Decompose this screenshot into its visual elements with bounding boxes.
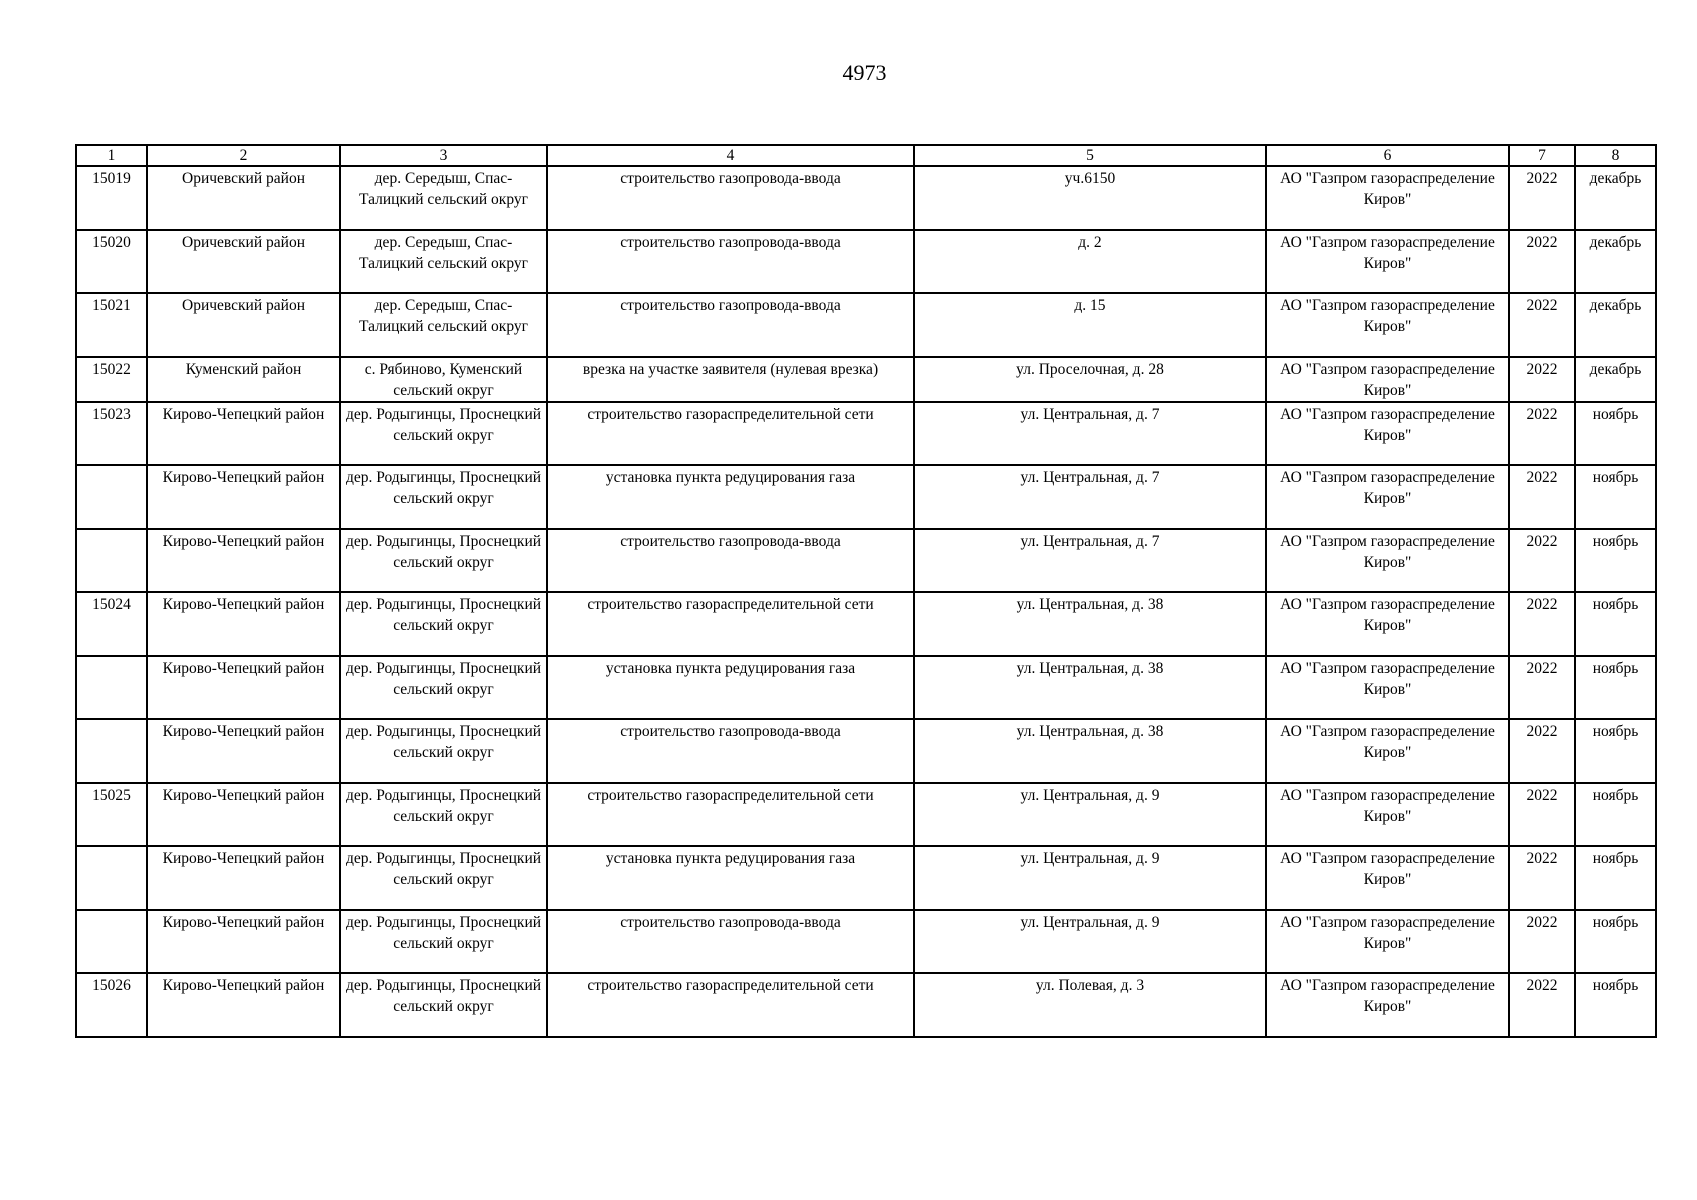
cell-work-type: строительство газораспределительной сети	[547, 973, 914, 1037]
cell-organization: АО "Газпром газораспределение Киров"	[1266, 402, 1509, 466]
cell-address: ул. Центральная, д. 9	[914, 910, 1266, 974]
cell-month: декабрь	[1575, 166, 1656, 230]
cell-district: Кирово-Чепецкий район	[147, 719, 340, 783]
table-row	[76, 230, 1656, 294]
cell-address: ул. Центральная, д. 38	[914, 592, 1266, 656]
cell-organization: АО "Газпром газораспределение Киров"	[1266, 973, 1509, 1037]
cell-number: 15023	[76, 402, 147, 466]
cell-district: Кирово-Чепецкий район	[147, 465, 340, 529]
cell-organization: АО "Газпром газораспределение Киров"	[1266, 719, 1509, 783]
table-body	[76, 166, 1656, 1037]
column-header: 1	[76, 145, 147, 166]
cell-number: 15019	[76, 166, 147, 230]
cell-work-type: строительство газопровода-ввода	[547, 529, 914, 593]
cell-month: ноябрь	[1575, 846, 1656, 910]
cell-work-type: строительство газопровода-ввода	[547, 910, 914, 974]
cell-organization: АО "Газпром газораспределение Киров"	[1266, 357, 1509, 402]
cell-organization: АО "Газпром газораспределение Киров"	[1266, 166, 1509, 230]
table-row	[76, 529, 1656, 593]
cell-organization: АО "Газпром газораспределение Киров"	[1266, 230, 1509, 294]
table-row	[76, 910, 1656, 974]
cell-month: ноябрь	[1575, 656, 1656, 720]
table-header-row	[76, 145, 1656, 166]
cell-year: 2022	[1509, 910, 1575, 974]
table-row	[76, 973, 1656, 1037]
cell-district: Кирово-Чепецкий район	[147, 910, 340, 974]
cell-work-type: установка пункта редуцирования газа	[547, 846, 914, 910]
cell-address: ул. Центральная, д. 7	[914, 465, 1266, 529]
cell-year: 2022	[1509, 783, 1575, 847]
cell-number	[76, 465, 147, 529]
cell-work-type: строительство газораспределительной сети	[547, 783, 914, 847]
cell-work-type: установка пункта редуцирования газа	[547, 656, 914, 720]
cell-address: ул. Проселочная, д. 28	[914, 357, 1266, 402]
cell-year: 2022	[1509, 357, 1575, 402]
cell-district: Кирово-Чепецкий район	[147, 529, 340, 593]
registry-table	[75, 144, 1657, 1038]
cell-year: 2022	[1509, 402, 1575, 466]
cell-district: Кирово-Чепецкий район	[147, 973, 340, 1037]
cell-number: 15022	[76, 357, 147, 402]
cell-month: декабрь	[1575, 230, 1656, 294]
cell-district: Кирово-Чепецкий район	[147, 592, 340, 656]
cell-settlement: дер. Родыгинцы, Проснецкий сельский округ	[340, 592, 547, 656]
cell-address: ул. Полевая, д. 3	[914, 973, 1266, 1037]
cell-month: декабрь	[1575, 293, 1656, 357]
cell-address: ул. Центральная, д. 7	[914, 529, 1266, 593]
table-row	[76, 783, 1656, 847]
cell-organization: АО "Газпром газораспределение Киров"	[1266, 783, 1509, 847]
cell-settlement: дер. Родыгинцы, Проснецкий сельский округ	[340, 910, 547, 974]
page-number: 4973	[842, 60, 887, 85]
cell-address: ул. Центральная, д. 9	[914, 783, 1266, 847]
cell-number	[76, 656, 147, 720]
cell-work-type: врезка на участке заявителя (нулевая врезка)	[547, 357, 914, 402]
cell-month: ноябрь	[1575, 783, 1656, 847]
cell-number: 15024	[76, 592, 147, 656]
cell-settlement: с. Рябиново, Куменский сельский округ	[340, 357, 547, 402]
cell-settlement: дер. Родыгинцы, Проснецкий сельский округ	[340, 465, 547, 529]
cell-district: Оричевский район	[147, 230, 340, 294]
cell-address: ул. Центральная, д. 38	[914, 656, 1266, 720]
cell-work-type: строительство газораспределительной сети	[547, 592, 914, 656]
cell-year: 2022	[1509, 230, 1575, 294]
cell-settlement: дер. Родыгинцы, Проснецкий сельский округ	[340, 656, 547, 720]
cell-organization: АО "Газпром газораспределение Киров"	[1266, 592, 1509, 656]
table-row	[76, 592, 1656, 656]
column-header: 2	[147, 145, 340, 166]
cell-month: ноябрь	[1575, 465, 1656, 529]
cell-month: декабрь	[1575, 357, 1656, 402]
column-header: 6	[1266, 145, 1509, 166]
table-row	[76, 719, 1656, 783]
cell-year: 2022	[1509, 973, 1575, 1037]
cell-month: ноябрь	[1575, 592, 1656, 656]
cell-address: д. 2	[914, 230, 1266, 294]
column-header: 3	[340, 145, 547, 166]
cell-month: ноябрь	[1575, 719, 1656, 783]
table-row	[76, 166, 1656, 230]
cell-district: Кирово-Чепецкий район	[147, 846, 340, 910]
column-header: 8	[1575, 145, 1656, 166]
table-row	[76, 293, 1656, 357]
cell-month: ноябрь	[1575, 402, 1656, 466]
cell-settlement: дер. Родыгинцы, Проснецкий сельский округ	[340, 783, 547, 847]
cell-settlement: дер. Родыгинцы, Проснецкий сельский округ	[340, 846, 547, 910]
table-row	[76, 465, 1656, 529]
column-header: 4	[547, 145, 914, 166]
cell-month: ноябрь	[1575, 910, 1656, 974]
cell-work-type: строительство газопровода-ввода	[547, 293, 914, 357]
cell-number	[76, 529, 147, 593]
cell-organization: АО "Газпром газораспределение Киров"	[1266, 529, 1509, 593]
cell-year: 2022	[1509, 719, 1575, 783]
cell-month: ноябрь	[1575, 973, 1656, 1037]
cell-address: уч.6150	[914, 166, 1266, 230]
cell-year: 2022	[1509, 166, 1575, 230]
cell-year: 2022	[1509, 529, 1575, 593]
cell-settlement: дер. Родыгинцы, Проснецкий сельский округ	[340, 402, 547, 466]
cell-number: 15026	[76, 973, 147, 1037]
cell-district: Оричевский район	[147, 166, 340, 230]
cell-organization: АО "Газпром газораспределение Киров"	[1266, 656, 1509, 720]
cell-organization: АО "Газпром газораспределение Киров"	[1266, 293, 1509, 357]
cell-month: ноябрь	[1575, 529, 1656, 593]
cell-number	[76, 910, 147, 974]
cell-year: 2022	[1509, 656, 1575, 720]
cell-settlement: дер. Середыш, Спас-Талицкий сельский округ	[340, 293, 547, 357]
cell-district: Кирово-Чепецкий район	[147, 656, 340, 720]
cell-work-type: установка пункта редуцирования газа	[547, 465, 914, 529]
cell-district: Куменский район	[147, 357, 340, 402]
cell-address: ул. Центральная, д. 9	[914, 846, 1266, 910]
cell-address: д. 15	[914, 293, 1266, 357]
cell-district: Оричевский район	[147, 293, 340, 357]
cell-number	[76, 719, 147, 783]
table-row	[76, 656, 1656, 720]
column-header: 7	[1509, 145, 1575, 166]
cell-settlement: дер. Родыгинцы, Проснецкий сельский округ	[340, 719, 547, 783]
cell-organization: АО "Газпром газораспределение Киров"	[1266, 465, 1509, 529]
cell-work-type: строительство газопровода-ввода	[547, 166, 914, 230]
cell-work-type: строительство газопровода-ввода	[547, 719, 914, 783]
cell-work-type: строительство газораспределительной сети	[547, 402, 914, 466]
cell-organization: АО "Газпром газораспределение Киров"	[1266, 910, 1509, 974]
cell-settlement: дер. Середыш, Спас-Талицкий сельский округ	[340, 166, 547, 230]
cell-district: Кирово-Чепецкий район	[147, 402, 340, 466]
cell-year: 2022	[1509, 293, 1575, 357]
cell-number: 15025	[76, 783, 147, 847]
table-row	[76, 846, 1656, 910]
cell-number: 15021	[76, 293, 147, 357]
cell-year: 2022	[1509, 465, 1575, 529]
cell-address: ул. Центральная, д. 38	[914, 719, 1266, 783]
cell-work-type: строительство газопровода-ввода	[547, 230, 914, 294]
cell-district: Кирово-Чепецкий район	[147, 783, 340, 847]
cell-address: ул. Центральная, д. 7	[914, 402, 1266, 466]
table-row	[76, 402, 1656, 466]
cell-settlement: дер. Середыш, Спас-Талицкий сельский округ	[340, 230, 547, 294]
cell-number	[76, 846, 147, 910]
cell-year: 2022	[1509, 592, 1575, 656]
table-row	[76, 357, 1656, 402]
cell-settlement: дер. Родыгинцы, Проснецкий сельский округ	[340, 529, 547, 593]
cell-number: 15020	[76, 230, 147, 294]
cell-settlement: дер. Родыгинцы, Проснецкий сельский округ	[340, 973, 547, 1037]
column-header: 5	[914, 145, 1266, 166]
cell-organization: АО "Газпром газораспределение Киров"	[1266, 846, 1509, 910]
cell-year: 2022	[1509, 846, 1575, 910]
